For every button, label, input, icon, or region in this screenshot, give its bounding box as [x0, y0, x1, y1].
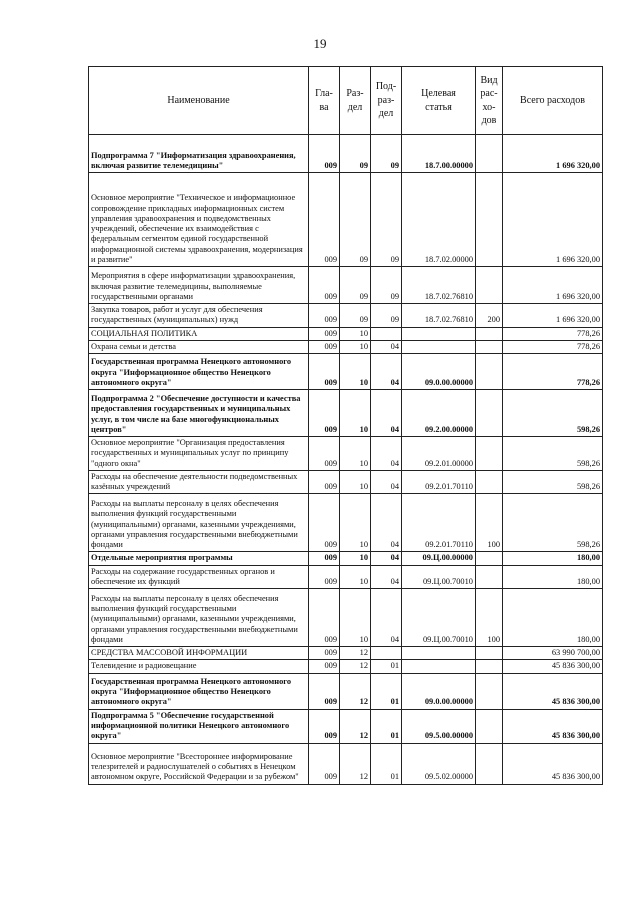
row-glava: 009	[309, 552, 340, 565]
row-kind	[476, 743, 503, 784]
table-row	[89, 327, 603, 340]
row-target: 09.Ц.00.70010	[402, 589, 476, 647]
row-podrazdel: 04	[371, 354, 402, 390]
table-header-row	[89, 67, 603, 135]
row-podrazdel	[371, 647, 402, 660]
row-kind	[476, 437, 503, 471]
row-name: Расходы на содержание государственных органов и обеспечение их функций	[89, 565, 309, 589]
table-row	[89, 135, 603, 173]
row-podrazdel: 09	[371, 267, 402, 304]
table-row	[89, 743, 603, 784]
row-podrazdel: 01	[371, 660, 402, 673]
row-target: 09.0.00.00000	[402, 354, 476, 390]
row-razdel: 10	[340, 494, 371, 552]
row-name: Охрана семьи и детства	[89, 340, 309, 353]
row-razdel: 09	[340, 173, 371, 267]
row-kind	[476, 135, 503, 173]
row-name: СОЦИАЛЬНАЯ ПОЛИТИКА	[89, 327, 309, 340]
row-total: 598,26	[503, 470, 603, 494]
row-razdel: 12	[340, 647, 371, 660]
table-row	[89, 647, 603, 660]
row-total: 45 836 300,00	[503, 709, 603, 743]
row-total: 45 836 300,00	[503, 660, 603, 673]
row-name: Основное мероприятие "Всестороннее информирование телезрителей и радиослушателей о событиях в Ненецком автономном округе, Российской Федерации и за рубежом"	[89, 743, 309, 784]
header-podrazdel: Под- раз- дел	[371, 67, 402, 135]
row-podrazdel: 09	[371, 135, 402, 173]
row-podrazdel: 04	[371, 340, 402, 353]
table-row	[89, 173, 603, 267]
row-kind	[476, 173, 503, 267]
header-glava: Гла- ва	[309, 67, 340, 135]
header-total: Всего расходов	[503, 67, 603, 135]
row-name: Телевидение и радиовещание	[89, 660, 309, 673]
row-glava: 009	[309, 673, 340, 709]
row-razdel: 10	[340, 437, 371, 471]
row-kind	[476, 660, 503, 673]
row-podrazdel: 04	[371, 390, 402, 437]
row-razdel: 10	[340, 390, 371, 437]
row-podrazdel: 04	[371, 565, 402, 589]
row-name: Отдельные мероприятия программы	[89, 552, 309, 565]
table-row	[89, 354, 603, 390]
row-razdel: 12	[340, 673, 371, 709]
row-name: Основное мероприятие "Организация предоставления государственных и муниципальных услуг по принципу "одного окна"	[89, 437, 309, 471]
row-name: СРЕДСТВА МАССОВОЙ ИНФОРМАЦИИ	[89, 647, 309, 660]
row-podrazdel: 01	[371, 673, 402, 709]
row-name: Подпрограмма 5 "Обеспечение государственной информационной политики Ненецкого автономного округа"	[89, 709, 309, 743]
row-razdel: 12	[340, 660, 371, 673]
header-kind: Вид рас- хо- дов	[476, 67, 503, 135]
table-row	[89, 340, 603, 353]
row-total: 778,26	[503, 340, 603, 353]
row-kind	[476, 673, 503, 709]
row-kind	[476, 267, 503, 304]
row-kind: 100	[476, 589, 503, 647]
row-glava: 009	[309, 647, 340, 660]
row-name: Государственная программа Ненецкого автономного округа "Информационное общество Ненецкого автономного округа"	[89, 673, 309, 709]
row-kind	[476, 390, 503, 437]
row-podrazdel: 01	[371, 709, 402, 743]
row-glava: 009	[309, 135, 340, 173]
row-podrazdel: 04	[371, 437, 402, 471]
header-target: Целевая статья	[402, 67, 476, 135]
table-row	[89, 304, 603, 328]
row-target: 09.2.01.70110	[402, 470, 476, 494]
row-total: 1 696 320,00	[503, 135, 603, 173]
row-podrazdel	[371, 327, 402, 340]
row-kind: 100	[476, 494, 503, 552]
row-total: 1 696 320,00	[503, 173, 603, 267]
row-name: Расходы на обеспечение деятельности подведомственных казённых учреждений	[89, 470, 309, 494]
row-razdel: 10	[340, 470, 371, 494]
table-row	[89, 709, 603, 743]
row-target	[402, 660, 476, 673]
row-razdel: 09	[340, 304, 371, 328]
row-total: 63 990 700,00	[503, 647, 603, 660]
table-row	[89, 470, 603, 494]
row-total: 180,00	[503, 552, 603, 565]
row-total: 180,00	[503, 589, 603, 647]
row-total: 778,26	[503, 327, 603, 340]
row-target: 09.Ц.00.70010	[402, 565, 476, 589]
row-podrazdel: 04	[371, 552, 402, 565]
row-glava: 009	[309, 743, 340, 784]
row-razdel: 12	[340, 709, 371, 743]
row-total: 598,26	[503, 494, 603, 552]
row-podrazdel: 09	[371, 304, 402, 328]
row-name: Расходы на выплаты персоналу в целях обеспечения выполнения функций государственными (муниципальными) органами, казенными учреждениями, органами управления государственными внебюджетными фондами	[89, 589, 309, 647]
table-row	[89, 660, 603, 673]
row-kind	[476, 327, 503, 340]
row-target: 18.7.00.00000	[402, 135, 476, 173]
row-total: 778,26	[503, 354, 603, 390]
row-glava: 009	[309, 660, 340, 673]
row-podrazdel: 01	[371, 743, 402, 784]
row-kind	[476, 354, 503, 390]
row-glava: 009	[309, 340, 340, 353]
row-target: 09.2.01.70110	[402, 494, 476, 552]
row-name: Мероприятия в сфере информатизации здравоохранения, включая развитие телемедицины, выполняемые государственными органами	[89, 267, 309, 304]
row-name: Государственная программа Ненецкого автономного округа "Информационное общество Ненецкого автономного округа"	[89, 354, 309, 390]
table-row	[89, 552, 603, 565]
row-kind	[476, 470, 503, 494]
row-razdel: 10	[340, 565, 371, 589]
header-name: Наименование	[89, 67, 309, 135]
row-glava: 009	[309, 470, 340, 494]
row-glava: 009	[309, 390, 340, 437]
row-podrazdel: 04	[371, 470, 402, 494]
row-target: 18.7.02.76810	[402, 267, 476, 304]
row-total: 180,00	[503, 565, 603, 589]
row-podrazdel: 04	[371, 589, 402, 647]
row-glava: 009	[309, 437, 340, 471]
row-glava: 009	[309, 494, 340, 552]
table-row	[89, 437, 603, 471]
row-target: 09.Ц.00.00000	[402, 552, 476, 565]
row-glava: 009	[309, 589, 340, 647]
table-row	[89, 494, 603, 552]
table-row	[89, 673, 603, 709]
row-target	[402, 327, 476, 340]
row-razdel: 10	[340, 589, 371, 647]
row-target: 09.5.02.00000	[402, 743, 476, 784]
row-target: 09.2.01.00000	[402, 437, 476, 471]
table-row	[89, 565, 603, 589]
table-row	[89, 267, 603, 304]
row-target: 18.7.02.76810	[402, 304, 476, 328]
table-row	[89, 589, 603, 647]
row-kind	[476, 709, 503, 743]
table-row	[89, 390, 603, 437]
row-name: Подпрограмма 7 "Информатизация здравоохранения, включая развитие телемедицины"	[89, 135, 309, 173]
row-total: 45 836 300,00	[503, 673, 603, 709]
budget-table	[88, 66, 603, 785]
row-podrazdel: 09	[371, 173, 402, 267]
row-total: 598,26	[503, 437, 603, 471]
row-razdel: 12	[340, 743, 371, 784]
row-razdel: 10	[340, 552, 371, 565]
row-name: Основное мероприятие "Техническое и информационное сопровождение прикладных информационных систем управления здравоохранения и подведомственных учреждений, обеспечение их взаимодействия с федеральным сегментом единой государственной информационной системы здравоохранения, модернизация и развитие"	[89, 173, 309, 267]
row-glava: 009	[309, 304, 340, 328]
row-target: 18.7.02.00000	[402, 173, 476, 267]
row-kind	[476, 647, 503, 660]
row-glava: 009	[309, 173, 340, 267]
row-target	[402, 340, 476, 353]
row-kind	[476, 565, 503, 589]
row-razdel: 09	[340, 135, 371, 173]
row-podrazdel: 04	[371, 494, 402, 552]
row-target: 09.2.00.00000	[402, 390, 476, 437]
row-total: 1 696 320,00	[503, 267, 603, 304]
row-glava: 009	[309, 267, 340, 304]
row-name: Расходы на выплаты персоналу в целях обеспечения выполнения функций государственными (муниципальными) органами, казенными учреждениями, органами управления государственными внебюджетными фондами	[89, 494, 309, 552]
row-target: 09.5.00.00000	[402, 709, 476, 743]
header-razdel: Раз- дел	[340, 67, 371, 135]
row-kind: 200	[476, 304, 503, 328]
page-number: 19	[313, 36, 327, 51]
row-razdel: 10	[340, 354, 371, 390]
row-glava: 009	[309, 354, 340, 390]
row-razdel: 09	[340, 267, 371, 304]
row-kind	[476, 340, 503, 353]
row-glava: 009	[309, 565, 340, 589]
row-razdel: 10	[340, 327, 371, 340]
row-razdel: 10	[340, 340, 371, 353]
row-name: Закупка товаров, работ и услуг для обеспечения государственных (муниципальных) нужд	[89, 304, 309, 328]
row-target: 09.0.00.00000	[402, 673, 476, 709]
row-glava: 009	[309, 709, 340, 743]
row-name: Подпрограмма 2 "Обеспечение доступности и качества предоставления государственных и муниципальных услуг, в том числе на базе многофункциональных центров"	[89, 390, 309, 437]
row-total: 45 836 300,00	[503, 743, 603, 784]
row-total: 1 696 320,00	[503, 304, 603, 328]
row-glava: 009	[309, 327, 340, 340]
row-target	[402, 647, 476, 660]
row-total: 598,26	[503, 390, 603, 437]
row-kind	[476, 552, 503, 565]
